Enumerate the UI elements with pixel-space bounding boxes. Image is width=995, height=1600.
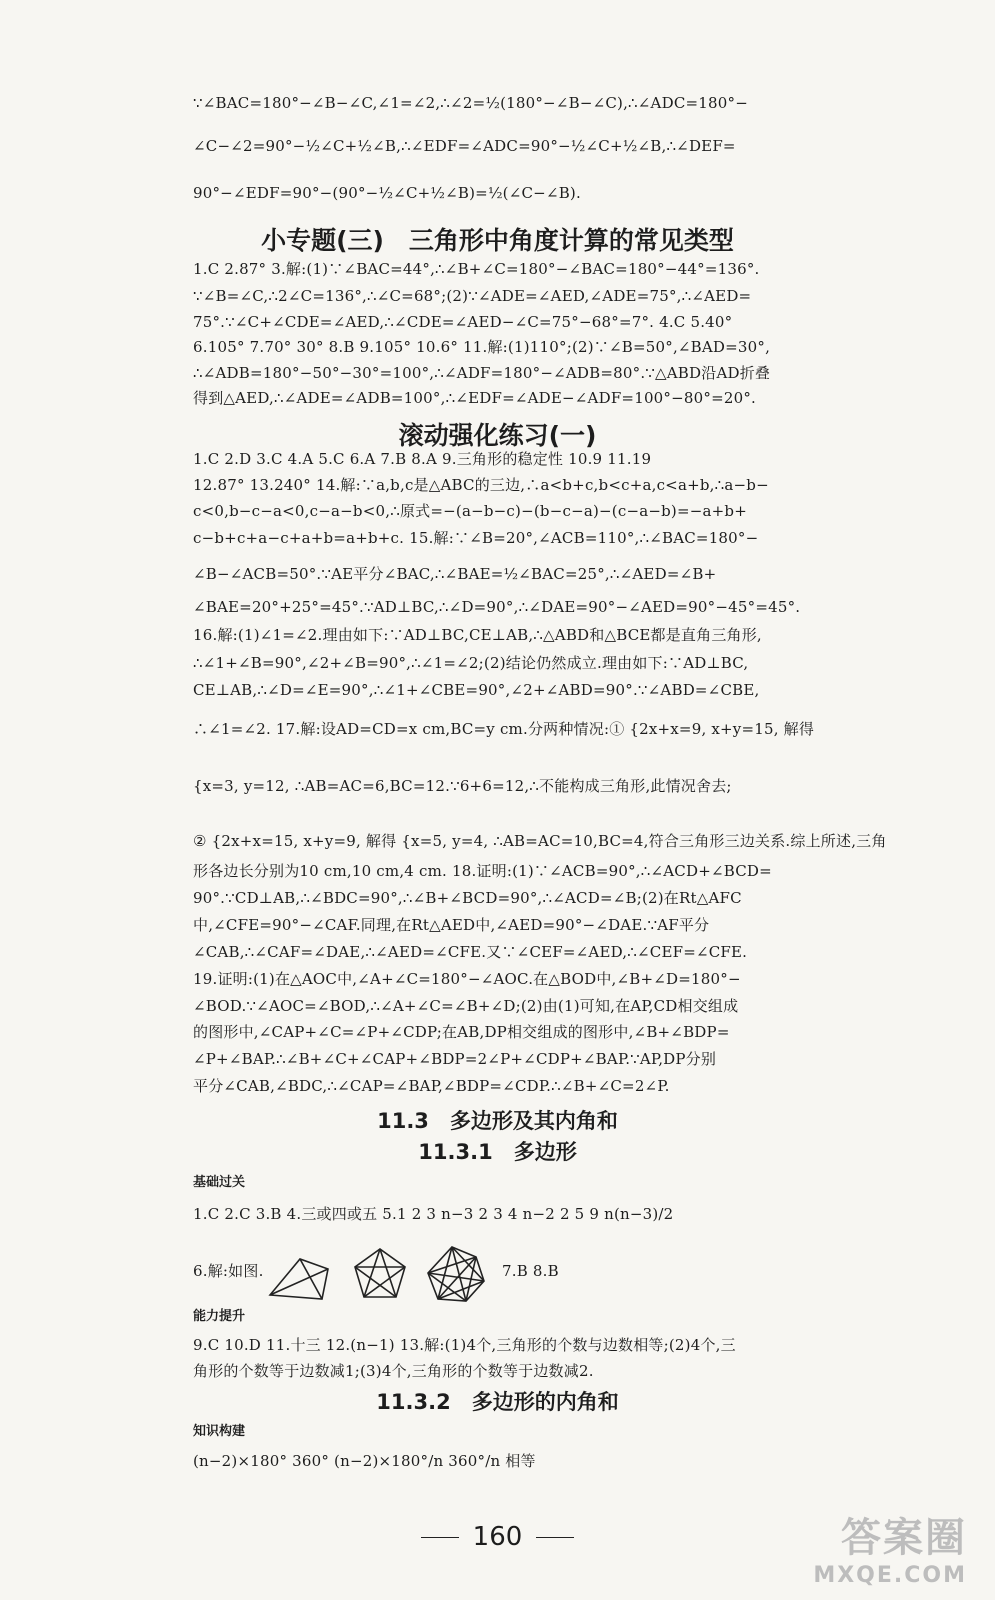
watermark — [813, 1506, 967, 1588]
text-line: 12.87° 13.240° 14.解:∵a,b,c是△ABC的三边,∴a<b+c,b<c+a,c<a+b,∴a−b− — [193, 476, 769, 494]
text-line: 16.解:(1)∠1=∠2.理由如下:∵AD⊥BC,CE⊥AB,∴△ABD和△BCE都是直角三角形, — [193, 626, 762, 644]
text-line: c−b+c+a−c+a+b=a+b+c. 15.解:∵∠B=20°,∠ACB=110°,∴∠BAC=180°− — [193, 529, 759, 547]
text-line: ∠BAE=20°+25°=45°.∵AD⊥BC,∴∠D=90°,∴∠DAE=90°−∠AED=90°−45°=45°. — [193, 598, 801, 616]
text-line: ∠CAB,∴∠CAF=∠DAE,∴∠AED=∠CFE.又∵∠CEF=∠AED,∴∠CEF=∠CFE. — [193, 943, 748, 961]
text-line: 形各边长分别为10 cm,10 cm,4 cm. 18.证明:(1)∵∠ACB=90°,∴∠ACD+∠BCD= — [193, 862, 772, 880]
section-title-11-3-2: 11.3.2 多边形的内角和 — [376, 1390, 619, 1414]
text-line: ∵∠B=∠C,∴2∠C=136°,∴∠C=68°;(2)∵∠ADE=∠AED,∠ADE=75°,∴∠AED= — [193, 287, 752, 305]
section-title-11-3-1: 11.3.1 多边形 — [418, 1140, 577, 1164]
text-line: ∴∠ADB=180°−50°−30°=100°,∴∠ADF=180°−∠ADB=80°.∵△ABD沿AD折叠 — [193, 364, 771, 382]
text-line: 的图形中,∠CAP+∠C=∠P+∠CDP;在AB,DP相交组成的图形中,∠B+∠BDP= — [193, 1023, 730, 1041]
text-line: ∠C−∠2=90°−½∠C+½∠B,∴∠EDF=∠ADC=90°−½∠C+½∠B,∴∠DEF= — [193, 137, 736, 155]
text-line: 角形的个数等于边数减1;(3)4个,三角形的个数等于边数减2. — [193, 1362, 594, 1380]
text-line: 75°.∵∠C+∠CDE=∠AED,∴∠CDE=∠AED−∠C=75°−68°=7°. 4.C 5.40° — [193, 313, 733, 331]
text-line: c<0,b−c−a<0,c−a−b<0,∴原式=−(a−b−c)−(b−c−a)−(c−a−b)=−a+b+ — [193, 502, 748, 520]
text-line: ∠P+∠BAP.∴∠B+∠C+∠CAP+∠BDP=2∠P+∠CDP+∠BAP.∵AP,DP分别 — [193, 1050, 717, 1068]
text-line: ∵∠BAC=180°−∠B−∠C,∠1=∠2,∴∠2=½(180°−∠B−∠C),∴∠ADC=180°− — [193, 94, 748, 112]
text-line: 19.证明:(1)在△AOC中,∠A+∠C=180°−∠AOC.在△BOD中,∠B+∠D=180°− — [193, 970, 741, 988]
text-line: ∠B−∠ACB=50°.∵AE平分∠BAC,∴∠BAE=½∠BAC=25°,∴∠AED=∠B+ — [193, 565, 717, 583]
text-line: CE⊥AB,∴∠D=∠E=90°,∴∠1+∠CBE=90°,∠2+∠ABD=90°.∵∠ABD=∠CBE, — [193, 681, 760, 699]
page-number: 160 — [0, 1522, 995, 1552]
watermark-brand: 答案圈 — [841, 1515, 967, 1561]
text-line: 6.解:如图. — [193, 1262, 264, 1280]
text-line: 中,∠CFE=90°−∠CAF.同理,在Rt△AED中,∠AED=90°−∠DAE.∵AF平分 — [193, 916, 710, 934]
text-line: 6.105° 7.70° 30° 8.B 9.105° 10.6° 11.解:(1)110°;(2)∵∠B=50°,∠BAD=30°, — [193, 338, 771, 356]
subheading-knowledge: 知识构建 — [193, 1424, 246, 1439]
text-line: ∠BOD.∵∠AOC=∠BOD,∴∠A+∠C=∠B+∠D;(2)由(1)可知,在AP,CD相交组成 — [193, 997, 739, 1015]
section-title-11-3: 11.3 多边形及其内角和 — [377, 1109, 618, 1133]
section-title-special-topic: 小专题(三) 三角形中角度计算的常见类型 — [261, 226, 734, 255]
text-line: 9.C 10.D 11.十三 12.(n−1) 13.解:(1)4个,三角形的个数与边数相等;(2)4个,三 — [193, 1336, 736, 1354]
text-line: ② {2x+x=15, x+y=9, 解得 {x=5, y=4, ∴AB=AC=10,BC=4,符合三角形三边关系.综上所述,三角 — [193, 832, 887, 850]
text-line: 1.C 2.87° 3.解:(1)∵∠BAC=44°,∴∠B+∠C=180°−∠BAC=180°−44°=136°. — [193, 260, 760, 278]
text-line: 7.B 8.B — [502, 1262, 559, 1280]
text-line: {x=3, y=12, ∴AB=AC=6,BC=12.∵6+6=12,∴不能构成三角形,此情况舍去; — [193, 777, 732, 795]
text-line: 得到△AED,∴∠ADE=∠ADB=100°,∴∠EDF=∠ADE−∠ADF=100°−80°=20°. — [193, 389, 757, 407]
text-line: 平分∠CAB,∠BDC,∴∠CAP=∠BAP,∠BDP=∠CDP.∴∠B+∠C=2∠P. — [193, 1077, 670, 1095]
text-line: 1.C 2.D 3.C 4.A 5.C 6.A 7.B 8.A 9.三角形的稳定性 10.9 11.19 — [193, 450, 652, 468]
watermark-site: MXQE.COM — [813, 1563, 967, 1588]
section-title-rolling-practice: 滚动强化练习(一) — [398, 421, 597, 450]
text-line: 1.C 2.C 3.B 4.三或四或五 5.1 2 3 n−3 2 3 4 n−2 2 5 9 n(n−3)/2 — [193, 1205, 674, 1223]
text-line: (n−2)×180° 360° (n−2)×180°/n 360°/n 相等 — [193, 1452, 536, 1470]
subheading-basic: 基础过关 — [193, 1175, 246, 1190]
text-line: ∴∠1+∠B=90°,∠2+∠B=90°,∴∠1=∠2;(2)结论仍然成立.理由如下:∵AD⊥BC, — [193, 654, 749, 672]
text-line: 90°.∵CD⊥AB,∴∠BDC=90°,∴∠B+∠BCD=90°,∴∠ACD=∠B;(2)在Rt△AFC — [193, 889, 742, 907]
subheading-ability: 能力提升 — [193, 1309, 246, 1324]
text-line: 90°−∠EDF=90°−(90°−½∠C+½∠B)=½(∠C−∠B). — [193, 184, 581, 202]
polygon-diagonals-figures — [262, 1243, 502, 1305]
text-line: ∴∠1=∠2. 17.解:设AD=CD=x cm,BC=y cm.分两种情况:① {2x+x=9, x+y=15, 解得 — [193, 720, 815, 738]
